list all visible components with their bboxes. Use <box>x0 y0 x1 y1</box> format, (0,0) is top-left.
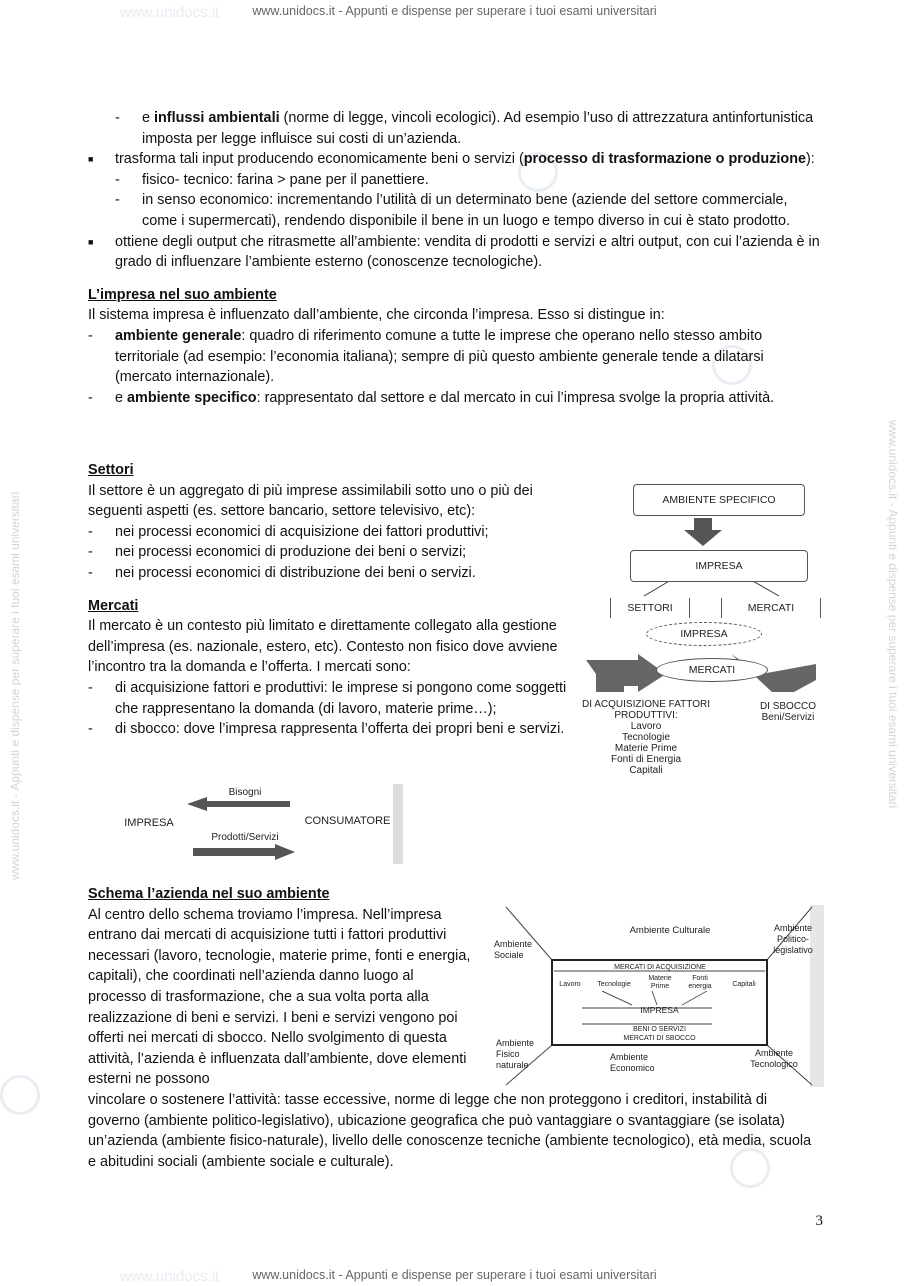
section-title-mercati: Mercati <box>88 597 139 614</box>
label-acquisizione <box>576 699 716 776</box>
paragraph: vincolare o sostenere l’attività: tasse eccessive, norme di legge che non proteggono i creditori, instabilità di governo (ambiente politico-legislativo), ubicazione geografica che può vantaggiare o svantaggiare (se isolata) un’azienda (ambiente fisico-naturale), livello delle conoscenze tecniche (ambiente tecnologico), età media, scuola e abitudini sociali (ambiente sociale e culturale). <box>88 1092 812 1170</box>
label-impresa: IMPRESA <box>640 1005 679 1015</box>
label-ambiente-culturale: Ambiente Culturale <box>629 925 711 936</box>
text-block-settori <box>88 460 568 740</box>
label-lavoro: Lavoro <box>559 981 581 988</box>
list-item: - ambiente generale: quadro di riferimento comune a tutte le imprese che operano nello stesso ambito territoriale (ad esempio: l’economia italiana); sempre di più questo ambiente generale tende a dilatarsi (mercato internazionale). <box>88 327 764 386</box>
text-block-top <box>88 108 823 408</box>
page-footer: www.unidocs.it - Appunti e dispense per superare i tuoi esami universitari <box>252 1268 657 1282</box>
paragraph: Il settore è un aggregato di più imprese assimilabili sotto uno o più dei seguenti aspetti (es. settore bancario, settore televisivo, etc): <box>88 482 533 520</box>
label-sbocco <box>748 701 828 723</box>
list-item: - nei processi economici di acquisizione dei fattori produttivi; <box>88 523 489 540</box>
diagram-ambiente-specifico <box>576 478 826 783</box>
section-title-ambiente: L’impresa nel suo ambiente <box>88 286 277 303</box>
page-number: 3 <box>815 1213 823 1229</box>
paragraph: Al centro dello schema troviamo l’impresa. Nell’impresa entrano dai mercati di acquisizione tutti i fattori produttivi necessari (lavoro, tecnologie, materie prime, fonti e energia, capitali), che coordinati nell’azienda danno luogo al processo di trasformazione, che a sua volta porta alla realizzazione di beni e servizi. I beni e servizi vengono poi offerti nei mercati di sbocco. Nello svolgimento di questa attività, l’azienda è influenzata dall’ambiente, dove elementi esterni ne possono <box>88 906 471 1088</box>
box-settori: SETTORI <box>610 598 690 618</box>
label-tecnologie: Tecnologie <box>622 732 670 743</box>
label-tecnologie: Tecnologie <box>597 981 631 988</box>
label-ambiente-politico: Ambiente Politico-legislativo <box>773 923 813 955</box>
list-item: - in senso economico: incrementando l’utilità di un determinato bene (aziende del settore commerciale, come i supermercati), rendendo disponibile il bene in un luogo e tempo diverso in cui è stato prodotto. <box>115 192 790 229</box>
label-capitali: Capitali <box>629 765 663 776</box>
section-title-schema: Schema l’azienda nel suo ambiente <box>88 886 330 902</box>
list-item: - nei processi economici di produzione dei beni o servizi; <box>88 544 467 561</box>
diagram-impresa-consumatore <box>115 784 405 866</box>
label-ambiente-tecnologico: Ambiente Tecnologico <box>750 1048 798 1069</box>
box-ambiente-specifico: AMBIENTE SPECIFICO <box>633 484 805 516</box>
section-title-settori: Settori <box>88 462 134 478</box>
page-header: www.unidocs.it - Appunti e dispense per superare i tuoi esami universitari <box>252 4 657 18</box>
list-item: - nei processi economici di distribuzione dei beni o servizi. <box>88 564 476 581</box>
label-ambiente-economico: Ambiente Economico <box>610 1052 655 1073</box>
label-sbocco-title: DI SBOCCO <box>759 701 817 712</box>
label-acquisizione-title: DI ACQUISIZIONE FATTORI PRODUTTIVI: <box>582 699 710 721</box>
side-watermark-left: www.unidocs.it - Appunti e dispense per superare i tuoi esami universitari <box>8 491 22 880</box>
label-ambiente-sociale: Ambiente Sociale <box>494 939 533 960</box>
box-mercati: MERCATI <box>721 598 821 618</box>
paragraph: Il mercato è un contesto più limitato e direttamente collegato alla gestione dell’impresa (es. nazionale, estero, etc). Contesto non fisico dove avviene l’incontro tra la domanda e l’offerta. I mercati sono: <box>88 618 558 676</box>
label-materie-prime: Materie Prime <box>614 743 678 754</box>
ellipse-impresa: IMPRESA <box>646 622 762 646</box>
label-ambiente-fisico: Ambiente Fisico naturale <box>496 1038 535 1070</box>
list-item: - e ambiente specifico: rappresentato dal settore e dal mercato in cui l’impresa svolge la propria attività. <box>88 389 775 406</box>
ellipse-mercati: MERCATI <box>656 658 768 682</box>
label-fonti-energia: Fonti di Energia <box>610 754 682 765</box>
label-materie-prime: Materie Prime <box>648 975 672 990</box>
list-item: - di acquisizione fattori e produttivi: le imprese si pongono come soggetti che rappresentano la domanda (di lavoro, materie prime…); <box>88 679 567 717</box>
list-item: ■ trasforma tali input producendo economicamente beni o servizi (processo di trasformazione o produzione): <box>88 151 815 168</box>
label-beni-servizi: BENI O SERVIZI <box>633 1026 686 1033</box>
list-item: ■ ottiene degli output che ritrasmette all’ambiente: vendita di prodotti e servizi e altri output, con cui l’azienda è in grado di influenzare l’ambiente esterno (conoscenze tecnologiche). <box>88 233 820 271</box>
list-item: - di sbocco: dove l’impresa rappresenta l’offerta dei propri beni e servizi. <box>88 721 565 738</box>
text-block-schema <box>88 884 473 1090</box>
list-item: - e influssi ambientali (norme di legge, vincoli ecologici). Ad esempio l’uso di attrezzatura antinfortunistica imposta per legge influisce sui costi di un’azienda. <box>115 110 814 147</box>
watermark-top-left: www.unidocs.it <box>120 4 220 21</box>
label-fonti-energia: Fonti energia <box>688 975 712 990</box>
label-mercati-sbocco: MERCATI DI SBOCCO <box>623 1035 696 1042</box>
label-consumatore: CONSUMATORE <box>304 815 391 827</box>
label-lavoro: Lavoro <box>630 721 662 732</box>
side-watermark-right: www.unidocs.it - Appunti e dispense per superare i tuoi esami universitari <box>886 420 900 809</box>
watermark-logo-icon <box>0 1075 40 1115</box>
diagram-azienda-ambiente <box>492 905 824 1087</box>
label-capitali: Capitali <box>732 981 756 988</box>
label-bisogni: Bisogni <box>228 787 262 798</box>
list-item: - fisico- tecnico: farina > pane per il panettiere. <box>115 171 429 188</box>
label-beni-servizi: Beni/Servizi <box>761 712 815 723</box>
label-mercati-acquisizione: MERCATI DI ACQUISIZIONE <box>614 964 706 971</box>
box-impresa: IMPRESA <box>630 550 808 582</box>
paragraph: Il sistema impresa è influenzato dall’ambiente, che circonda l’impresa. Esso si distingue in: <box>88 307 665 324</box>
label-impresa: IMPRESA <box>124 817 174 829</box>
text-block-schema-cont <box>88 1090 823 1172</box>
label-prodotti-servizi: Prodotti/Servizi <box>211 832 279 843</box>
watermark-bottom-left: www.unidocs.it <box>120 1268 220 1285</box>
